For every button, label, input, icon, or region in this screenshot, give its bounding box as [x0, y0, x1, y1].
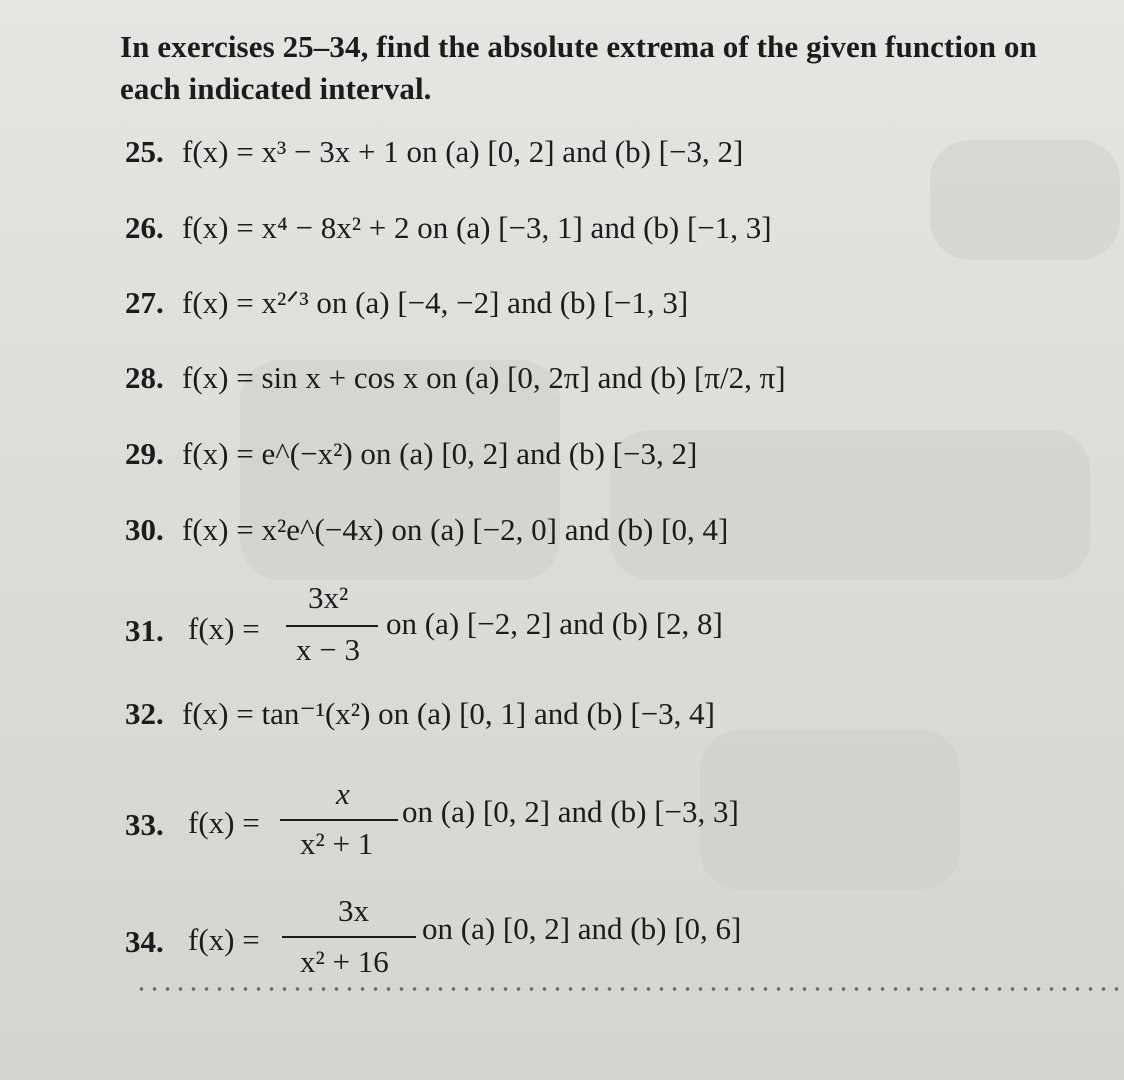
- fraction-numerator: x: [336, 776, 350, 811]
- exercise-26: [125, 208, 772, 248]
- exercise-text: f(x) = x³ − 3x + 1 on (a) [0, 2] and (b) [−3, 2]: [182, 134, 744, 169]
- exercise-30: [125, 510, 728, 550]
- exercise-number: 27.: [125, 285, 164, 320]
- exercise-intervals: on (a) [−2, 2] and (b) [2, 8]: [386, 606, 723, 641]
- exercise-28: [125, 358, 786, 398]
- exercise-text: f(x) = sin x + cos x on (a) [0, 2π] and (b) [π/2, π]: [182, 360, 786, 395]
- exercise-number: 28.: [125, 360, 164, 395]
- exercise-27: [125, 283, 688, 323]
- fraction-bar: [282, 936, 416, 938]
- exercise-25: [125, 132, 743, 172]
- bleed-through-shape: [930, 140, 1120, 260]
- fraction-bar: [286, 625, 378, 627]
- exercise-number: 26.: [125, 210, 164, 245]
- exercise-number: 25.: [125, 134, 164, 169]
- exercise-intervals: on (a) [0, 2] and (b) [0, 6]: [422, 911, 742, 946]
- function-lhs: f(x) =: [188, 611, 260, 646]
- fraction-numerator: 3x: [338, 893, 369, 928]
- exercise-text: f(x) = e^(−x²) on (a) [0, 2] and (b) [−3, 2]: [182, 436, 698, 471]
- fraction-denominator: x² + 16: [300, 944, 389, 979]
- fraction-denominator: x² + 1: [300, 826, 374, 861]
- fraction-numerator: 3x²: [308, 580, 349, 615]
- exercise-32: [125, 694, 715, 734]
- exercise-number: 34.: [125, 924, 164, 959]
- function-lhs: f(x) =: [188, 805, 260, 840]
- exercise-intervals: on (a) [0, 2] and (b) [−3, 3]: [402, 794, 739, 829]
- exercise-text: f(x) = x²ᐟ³ on (a) [−4, −2] and (b) [−1, 3]: [182, 285, 689, 320]
- exercise-number: 31.: [125, 613, 164, 648]
- exercise-text: f(x) = tan⁻¹(x²) on (a) [0, 1] and (b) [−3, 4]: [182, 696, 716, 731]
- exercise-29: [125, 434, 697, 474]
- exercise-number: 32.: [125, 696, 164, 731]
- exercise-text: f(x) = x⁴ − 8x² + 2 on (a) [−3, 1] and (b) [−1, 3]: [182, 210, 772, 245]
- exercise-number: 30.: [125, 512, 164, 547]
- exercise-text: f(x) = x²e^(−4x) on (a) [−2, 0] and (b) [0, 4]: [182, 512, 729, 547]
- exercise-instructions: In exercises 25–34, find the absolute extrema of the given function on each indicated interval.: [120, 29, 1037, 106]
- exercise-number: 33.: [125, 807, 164, 842]
- bleed-through-shape: [700, 730, 960, 890]
- fraction-denominator: x − 3: [296, 632, 360, 667]
- fraction-bar: [280, 819, 398, 821]
- exercise-number: 29.: [125, 436, 164, 471]
- function-lhs: f(x) =: [188, 922, 260, 957]
- dotted-rule: [135, 986, 1120, 992]
